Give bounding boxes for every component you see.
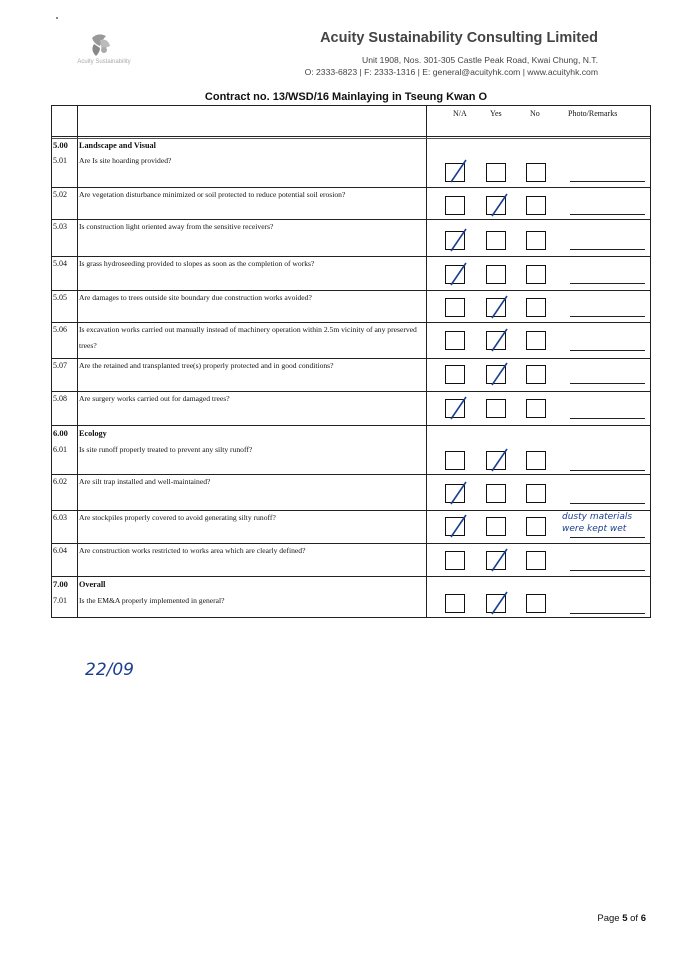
item-number: 5.07 (53, 361, 67, 370)
no-checkbox[interactable] (526, 231, 546, 250)
handwritten-date (85, 655, 145, 685)
yes-checkbox[interactable] (486, 517, 506, 536)
contract-title: Contract no. 13/WSD/16 Mainlaying in Tseung Kwan O (204, 91, 488, 103)
item-number: 5.05 (53, 293, 67, 302)
remarks-line (570, 181, 645, 182)
no-checkbox[interactable] (526, 331, 546, 350)
section-title: Overall (79, 580, 106, 589)
remarks-line (570, 537, 645, 538)
checkmark-icon (447, 158, 471, 184)
remarks-line (570, 418, 645, 419)
item-number: 5.06 (53, 325, 67, 334)
na-checkbox[interactable] (445, 365, 465, 384)
yes-checkbox[interactable] (486, 265, 506, 284)
section-number: 5.00 (53, 140, 68, 150)
scan-speck (56, 17, 58, 19)
column-divider (77, 106, 78, 617)
no-checkbox[interactable] (526, 551, 546, 570)
section-title: Landscape and Visual (79, 141, 156, 150)
checkmark-icon (447, 261, 471, 287)
page-of: of (627, 913, 641, 924)
checkmark-icon (488, 361, 512, 387)
checkmark-icon (447, 480, 471, 506)
na-checkbox[interactable] (445, 331, 465, 350)
checkmark-icon (488, 447, 512, 473)
item-number: 7.01 (53, 596, 67, 605)
section-number: 6.00 (53, 428, 68, 438)
na-checkbox[interactable] (445, 298, 465, 317)
page-number (597, 913, 646, 924)
handwritten-date-text: 22/09 (85, 660, 134, 680)
item-question: Are the retained and transplanted tree(s) properly protected and in good conditions? (79, 361, 334, 370)
no-checkbox[interactable] (526, 196, 546, 215)
no-checkbox[interactable] (526, 399, 546, 418)
item-question: Are vegetation disturbance minimized or soil protected to reduce potential soil erosion? (79, 190, 346, 199)
item-question: Are damages to trees outside site boundary due construction works avoided? (79, 293, 312, 302)
item-question: Is excavation works carried out manually instead of machinery operation within 2.5m vicinity of any preserved trees? (79, 325, 417, 350)
item-number: 5.08 (53, 394, 67, 403)
checklist-table (51, 105, 651, 618)
remarks-line (570, 613, 645, 614)
remarks-line (570, 214, 645, 215)
item-number: 6.03 (53, 513, 67, 522)
item-question: Are stockpiles properly covered to avoid generating silty runoff? (79, 513, 276, 522)
remarks-line (570, 350, 645, 351)
remarks-line (570, 383, 645, 384)
column-header-na: N/A (453, 109, 467, 118)
item-number: 5.03 (53, 222, 67, 231)
checkmark-icon (447, 227, 471, 253)
item-question: Is grass hydroseeding provided to slopes as soon as the completion of works? (79, 259, 315, 268)
page-prefix: Page (597, 913, 623, 924)
na-checkbox[interactable] (445, 594, 465, 613)
section-title: Ecology (79, 429, 107, 438)
checkmark-icon (447, 395, 471, 421)
checkmark-icon (488, 590, 512, 616)
no-checkbox[interactable] (526, 594, 546, 613)
item-question: Is construction light oriented away from the sensitive receivers? (79, 222, 274, 231)
no-checkbox[interactable] (526, 163, 546, 182)
checkmark-icon (488, 327, 512, 353)
item-question: Are surgery works carried out for damaged trees? (79, 394, 230, 403)
checkmark-icon (488, 294, 512, 320)
na-checkbox[interactable] (445, 551, 465, 570)
item-number: 5.04 (53, 259, 67, 268)
item-number: 6.02 (53, 477, 67, 486)
remarks-line (570, 249, 645, 250)
logo-text: Acuity Sustainability (77, 59, 131, 65)
company-address: Unit 1908, Nos. 301-305 Castle Peak Road, Kwai Chung, N.T. (362, 55, 598, 65)
remarks-line (570, 503, 645, 504)
remarks-line (570, 570, 645, 571)
column-header-remarks: Photo/Remarks (568, 109, 618, 118)
handwritten-remark: dusty materials were kept wet (562, 512, 633, 534)
remarks-line (570, 470, 645, 471)
item-number: 5.01 (53, 156, 67, 165)
item-question: Are Is site hoarding provided? (79, 156, 172, 165)
company-logo (80, 30, 132, 80)
item-question: Is site runoff properly treated to prevent any silty runoff? (79, 445, 253, 454)
no-checkbox[interactable] (526, 451, 546, 470)
no-checkbox[interactable] (526, 517, 546, 536)
remarks-line (570, 316, 645, 317)
yes-checkbox[interactable] (486, 231, 506, 250)
checkmark-icon (488, 547, 512, 573)
row-divider (52, 136, 650, 137)
na-checkbox[interactable] (445, 196, 465, 215)
no-checkbox[interactable] (526, 484, 546, 503)
section-number: 7.00 (53, 579, 68, 589)
checkmark-icon (488, 192, 512, 218)
yes-checkbox[interactable] (486, 484, 506, 503)
current-page: 5 (622, 913, 628, 924)
column-header-no: No (530, 109, 540, 118)
item-number: 6.04 (53, 546, 67, 555)
item-number: 6.01 (53, 445, 67, 454)
checkmark-icon (447, 513, 471, 539)
no-checkbox[interactable] (526, 298, 546, 317)
item-question: Is the EM&A properly implemented in general? (79, 596, 225, 605)
no-checkbox[interactable] (526, 365, 546, 384)
total-pages: 6 (640, 913, 646, 924)
item-question: Are silt trap installed and well-maintained? (79, 477, 211, 486)
no-checkbox[interactable] (526, 265, 546, 284)
na-checkbox[interactable] (445, 451, 465, 470)
item-number: 5.02 (53, 190, 67, 199)
yes-checkbox[interactable] (486, 163, 506, 182)
company-name: Acuity Sustainability Consulting Limited (320, 30, 598, 46)
remarks-line (570, 283, 645, 284)
yes-checkbox[interactable] (486, 399, 506, 418)
item-question: Are construction works restricted to works area which are clearly defined? (79, 546, 306, 555)
column-header-yes: Yes (490, 109, 502, 118)
company-contact: O: 2333-6823 | F: 2333-1316 | E: general@acuityhk.com | www.acuityhk.com (304, 67, 598, 77)
